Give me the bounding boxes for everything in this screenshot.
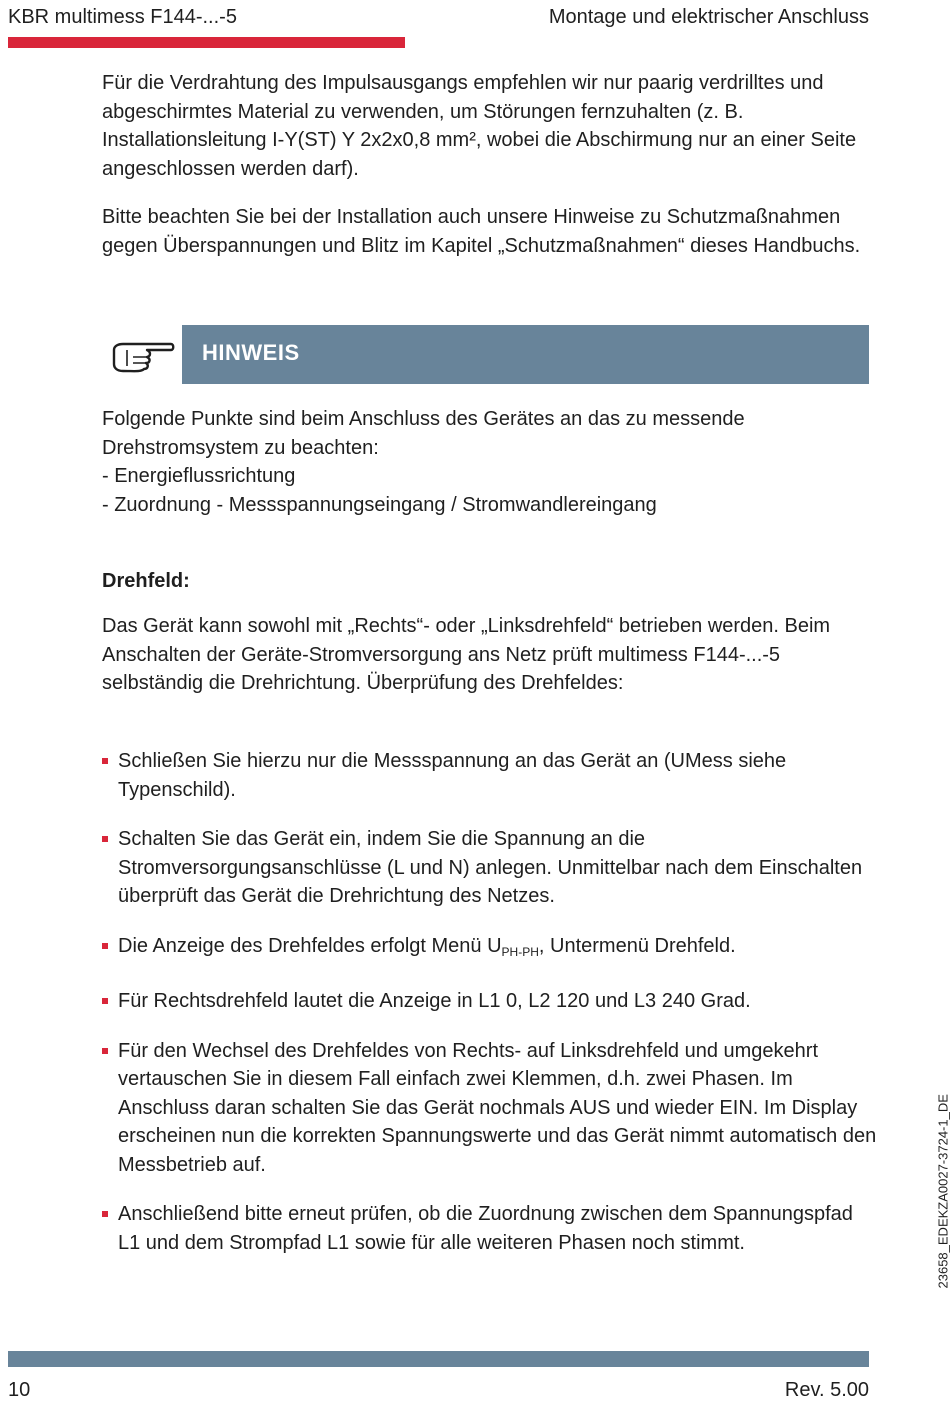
note-line: - Zuordnung - Messspannungseingang / Stromwandlereingang (102, 493, 657, 516)
paragraph-wiring: Für die Verdrahtung des Impulsausgangs empfehlen wir nur paarig verdrilltes und abgeschirmtes Material zu verwenden, um Störungen fernzuhalten (z. B. Installationsleitung I-Y(ST) Y 2x2x0,8 mm², wobei die Abschirmung nur an einer Seite angeschlossen werden darf). (102, 72, 857, 180)
list-item: Die Anzeige des Drehfeldes erfolgt Menü $U_{PH-PH}$, Untermenü Drehfeld. (102, 932, 877, 967)
list-item: Schließen Sie hierzu nur die Messspannung an das Gerät an (UMess siehe Typenschild). (102, 747, 877, 804)
header-red-bar (8, 37, 405, 48)
list-item: Anschließend bitte erneut prüfen, ob die Zuordnung zwischen dem Spannungspfad L1 und dem Strompfad L1 sowie für alle weiteren Phasen noch stimmt. (102, 1200, 877, 1257)
section-title-drehfeld: Drehfeld: (102, 570, 190, 592)
note-line: Folgende Punkte sind beim Anschluss des Gerätes an das zu messende Drehstromsystem zu beachten: (102, 408, 745, 459)
bullet-marker (102, 998, 108, 1004)
paragraph-protection: Bitte beachten Sie bei der Installation auch unsere Hinweise zu Schutzmaßnahmen gegen Überspannungen und Blitz im Kapitel „Schutzmaßnahmen“ dieses Handbuchs. (102, 206, 861, 257)
note-content (102, 405, 877, 519)
list-item: Schalten Sie das Gerät ein, indem Sie die Spannung an die Stromversorgungsanschlüsse (L und N) anlegen. Unmittelbar nach dem Einschalten überprüft das Gerät die Drehrichtung des Netzes. (102, 825, 877, 911)
note-line: - Energieflussrichtung (102, 465, 296, 487)
footer-bar (8, 1351, 869, 1367)
bullet-marker (102, 943, 108, 949)
document-code: 23658_EDEKZA0027-3724-1_DE (935, 1094, 950, 1289)
paragraph-drehfeld-intro: Das Gerät kann sowohl mit „Rechts“- oder „Linksdrehfeld“ betrieben werden. Beim Anschalten der Geräte-Stromversorgung ans Netz prüft multimess F144-...-5 selbständig die Drehrichtung. Überprüfung des Drehfeldes: (102, 615, 831, 694)
revision-label: Rev. 5.00 (784, 1379, 869, 1401)
note-title: HINWEIS (202, 340, 300, 365)
bullet-marker (102, 758, 108, 764)
note-header-bar (182, 325, 869, 384)
bullet-marker (102, 1211, 108, 1217)
bullet-marker (102, 1048, 108, 1054)
bullet-marker (102, 836, 108, 842)
header-doc-title: KBR multimess F144-...-5 (8, 6, 237, 28)
bullet-list (102, 747, 877, 1257)
list-item: Für den Wechsel des Drehfeldes von Rechts- auf Linksdrehfeld und umgekehrt vertauschen Sie in diesem Fall einfach zwei Klemmen, d.h. zwei Phasen. Im Anschluss daran schalten Sie das Gerät nochmals AUS und wieder EIN. Im Display erscheinen nun die korrekten Spannungswerte und das Gerät nimmt automatisch den Messbetrieb auf. (102, 1037, 877, 1180)
header-chapter-title: Montage und elektrischer Anschluss (548, 6, 869, 28)
list-item: Für Rechtsdrehfeld lautet die Anzeige in L1 0, L2 120 und L3 240 Grad. (102, 987, 877, 1016)
pointing-hand-icon (111, 340, 175, 374)
page-number: 10 (8, 1379, 31, 1401)
